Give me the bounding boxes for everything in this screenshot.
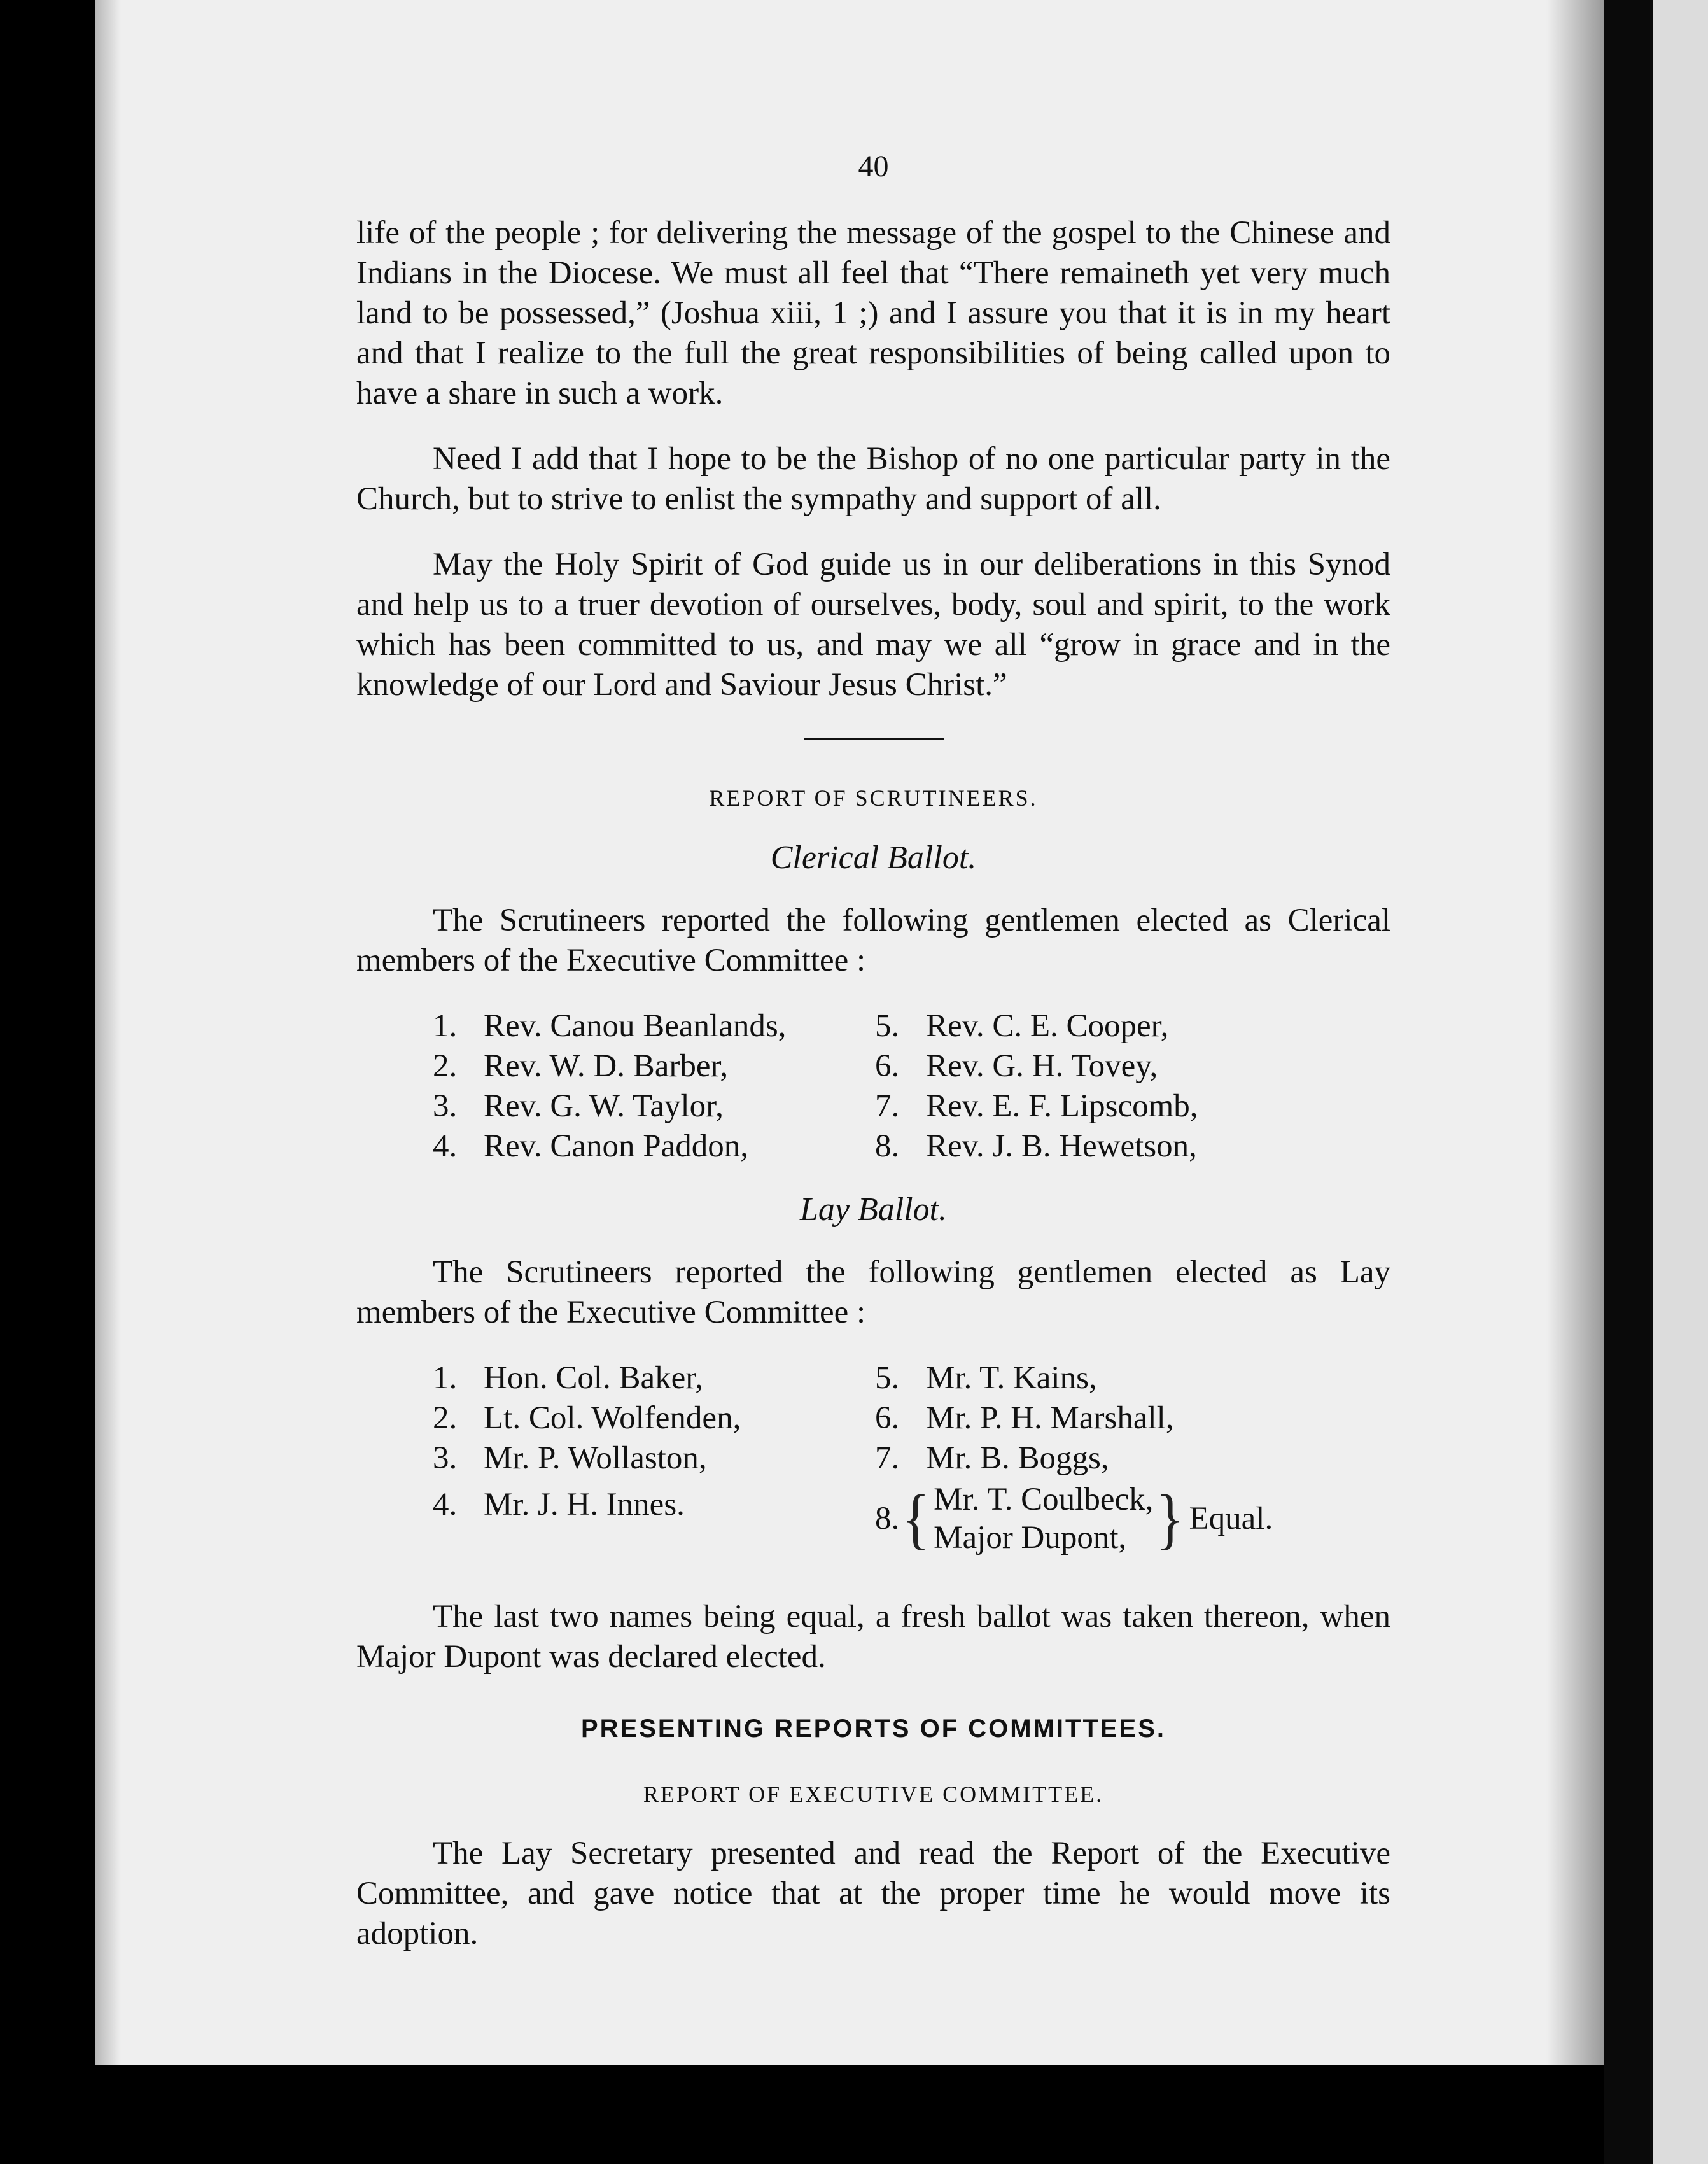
list-item: 6. Mr. P. H. Marshall, <box>875 1400 1174 1436</box>
list-item: 5. Mr. T. Kains, <box>875 1360 1097 1396</box>
list-item: 3. Rev. G. W. Taylor, <box>433 1088 724 1124</box>
tie-name-dupont: Major Dupont, <box>934 1520 1127 1556</box>
page-content <box>356 146 1390 1979</box>
clerical-members-list <box>433 1006 1317 1167</box>
list-item: 2. Rev. W. D. Barber, <box>433 1048 729 1084</box>
clerical-intro: The Scrutineers reported the following gentlemen elected as Clerical members of the Executive Committee : <box>356 903 1390 978</box>
list-item: 5. Rev. C. E. Cooper, <box>875 1008 1169 1044</box>
binding-gutter <box>1604 0 1653 2164</box>
list-item: 6. Rev. G. H. Tovey, <box>875 1048 1158 1084</box>
list-item: 4. Mr. J. H. Innes. <box>433 1487 685 1522</box>
tie-item <box>875 1479 1317 1559</box>
page-edge-shadow-left <box>95 0 121 2065</box>
list-item: 8. Rev. J. B. Hewetson, <box>875 1128 1197 1164</box>
scrutineers-heading: REPORT OF SCRUTINEERS. <box>709 785 1038 811</box>
executive-committee-heading: REPORT OF EXECUTIVE COMMITTEE. <box>643 1781 1104 1807</box>
next-page-edge <box>1653 0 1708 2164</box>
paragraph-bishop-party: Need I add that I hope to be the Bishop of no one particular party in the Church, but to strive to enlist the sympathy and support of all. <box>356 441 1390 517</box>
committees-heading: PRESENTING REPORTS OF COMMITTEES. <box>580 1715 1166 1743</box>
tie-equal-note: Equal. <box>1189 1500 1273 1536</box>
list-item: 1. Rev. Canou Beanlands, <box>433 1008 787 1044</box>
tie-number: 8. <box>875 1500 900 1536</box>
right-brace: } <box>1156 1481 1184 1556</box>
list-item: 4. Rev. Canon Paddon, <box>433 1128 748 1164</box>
lay-ballot-heading: Lay Ballot. <box>799 1191 948 1228</box>
executive-committee-text: The Lay Secretary presented and read the Report of the Executive Committee, and gave notice that at the proper time he would move its adoption. <box>356 1836 1390 1951</box>
paragraph-closing-address: life of the people ; for delivering the message of the gospel to the Chinese and Indians in the Diocese. We must all feel that “There remaineth yet very much land to be possessed,” (Joshua xiii, 1 ;) and I assure you that it is in my heart and that I realize to the full the great responsibilities of being called upon to have a share in such a work. <box>356 215 1390 411</box>
list-item: 3. Mr. P. Wollaston, <box>433 1440 707 1476</box>
lay-members-list <box>433 1358 1317 1559</box>
lay-intro: The Scrutineers reported the following gentlemen elected as Lay members of the Executive Committee : <box>356 1254 1390 1330</box>
tie-group <box>875 1479 1317 1559</box>
list-item: 7. Mr. B. Boggs, <box>875 1440 1109 1476</box>
lay-outcome: The last two names being equal, a fresh ballot was taken thereon, when Major Dupont was declared elected. <box>356 1599 1390 1675</box>
left-brace: { <box>902 1481 930 1556</box>
page-number: 40 <box>858 150 889 183</box>
section-divider <box>804 738 944 740</box>
tie-name-coulbeck: Mr. T. Coulbeck, <box>934 1482 1154 1517</box>
page-edge-shadow-right <box>1546 0 1604 2065</box>
tie-names <box>934 1480 1153 1557</box>
paragraph-holy-spirit: May the Holy Spirit of God guide us in our deliberations in this Synod and help us to a truer devotion of ourselves, body, soul and spirit, to the work which has been committed to us, and may we all “grow in grace and in the knowledge of our Lord and Saviour Jesus Christ.” <box>356 547 1390 703</box>
list-item: 7. Rev. E. F. Lipscomb, <box>875 1088 1198 1124</box>
clerical-ballot-heading: Clerical Ballot. <box>770 840 977 876</box>
list-item: 2. Lt. Col. Wolfenden, <box>433 1400 741 1436</box>
list-item: 1. Hon. Col. Baker, <box>433 1360 703 1396</box>
